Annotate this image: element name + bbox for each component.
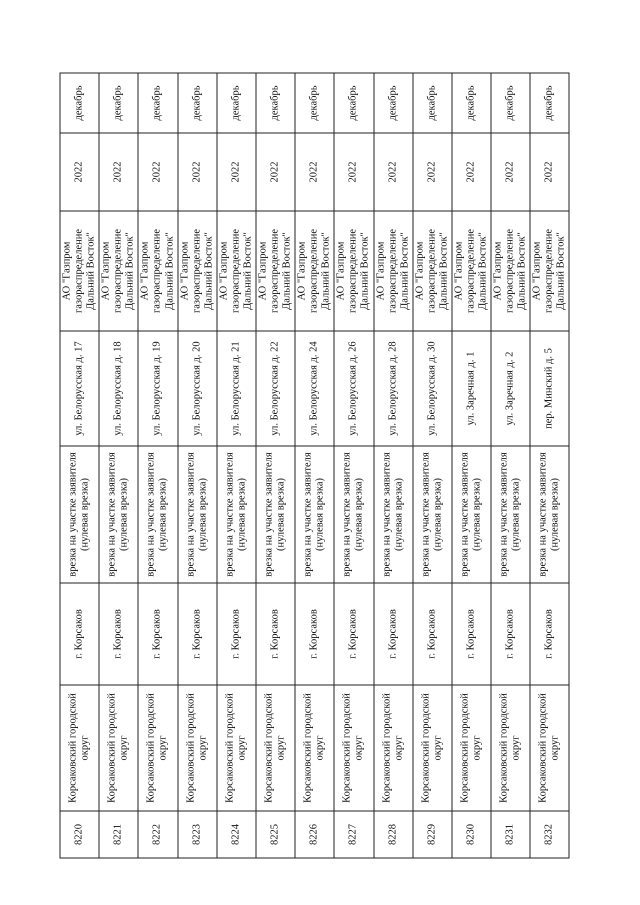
district-cell: Корсаковский городской округ	[412, 685, 451, 811]
month-cell: декабрь	[373, 73, 412, 133]
work-type-cell: врезка на участке заявителя (нулевая врезка)	[255, 446, 294, 583]
year-cell: 2022	[216, 133, 255, 211]
row-number: 8229	[412, 811, 451, 858]
city-cell: г. Корсаков	[412, 583, 451, 685]
table-row	[138, 73, 177, 858]
address-cell: ул. Заречная д. 2	[491, 331, 530, 446]
city-cell: г. Корсаков	[451, 583, 490, 685]
district-cell: Корсаковский городской округ	[491, 685, 530, 811]
month-cell: декабрь	[60, 73, 99, 133]
address-cell: ул. Белорусская д. 30	[412, 331, 451, 446]
organization-cell: АО "Газпром газораспределение Дальний Восток"	[412, 211, 451, 331]
city-cell: г. Корсаков	[334, 583, 373, 685]
city-cell: г. Корсаков	[373, 583, 412, 685]
year-cell: 2022	[491, 133, 530, 211]
row-number: 8230	[451, 811, 490, 858]
district-cell: Корсаковский городской округ	[451, 685, 490, 811]
city-cell: г. Корсаков	[99, 583, 138, 685]
city-cell: г. Корсаков	[255, 583, 294, 685]
work-type-cell: врезка на участке заявителя (нулевая врезка)	[295, 446, 334, 583]
district-cell: Корсаковский городской округ	[255, 685, 294, 811]
address-cell: ул. Белорусская д. 26	[334, 331, 373, 446]
district-cell: Корсаковский городской округ	[373, 685, 412, 811]
row-number: 8232	[530, 811, 569, 858]
row-number: 8224	[216, 811, 255, 858]
table-row	[412, 73, 451, 858]
table-row	[60, 73, 99, 858]
work-type-cell: врезка на участке заявителя (нулевая врезка)	[60, 446, 99, 583]
year-cell: 2022	[177, 133, 216, 211]
table-row	[295, 73, 334, 858]
work-type-cell: врезка на участке заявителя (нулевая врезка)	[216, 446, 255, 583]
address-cell: ул. Белорусская д. 18	[99, 331, 138, 446]
table-row	[451, 73, 490, 858]
address-cell: ул. Белорусская д. 21	[216, 331, 255, 446]
table-row	[99, 73, 138, 858]
organization-cell: АО "Газпром газораспределение Дальний Восток"	[60, 211, 99, 331]
table-row	[177, 73, 216, 858]
work-type-cell: врезка на участке заявителя (нулевая врезка)	[530, 446, 569, 583]
city-cell: г. Корсаков	[216, 583, 255, 685]
district-cell: Корсаковский городской округ	[295, 685, 334, 811]
city-cell: г. Корсаков	[138, 583, 177, 685]
work-type-cell: врезка на участке заявителя (нулевая врезка)	[451, 446, 490, 583]
table-row	[334, 73, 373, 858]
month-cell: декабрь	[530, 73, 569, 133]
year-cell: 2022	[295, 133, 334, 211]
work-type-cell: врезка на участке заявителя (нулевая врезка)	[491, 446, 530, 583]
month-cell: декабрь	[99, 73, 138, 133]
organization-cell: АО "Газпром газораспределение Дальний Восток"	[138, 211, 177, 331]
city-cell: г. Корсаков	[60, 583, 99, 685]
organization-cell: АО "Газпром газораспределение Дальний Восток"	[177, 211, 216, 331]
year-cell: 2022	[412, 133, 451, 211]
city-cell: г. Корсаков	[295, 583, 334, 685]
district-cell: Корсаковский городской округ	[216, 685, 255, 811]
row-number: 8222	[138, 811, 177, 858]
organization-cell: АО "Газпром газораспределение Дальний Восток"	[334, 211, 373, 331]
address-cell: ул. Заречная д. 1	[451, 331, 490, 446]
month-cell: декабрь	[216, 73, 255, 133]
district-cell: Корсаковский городской округ	[60, 685, 99, 811]
address-cell: пер. Минский д. 5	[530, 331, 569, 446]
address-cell: ул. Белорусская д. 28	[373, 331, 412, 446]
month-cell: декабрь	[177, 73, 216, 133]
district-cell: Корсаковский городской округ	[530, 685, 569, 811]
year-cell: 2022	[334, 133, 373, 211]
work-type-cell: врезка на участке заявителя (нулевая врезка)	[373, 446, 412, 583]
row-number: 8225	[255, 811, 294, 858]
work-type-cell: врезка на участке заявителя (нулевая врезка)	[334, 446, 373, 583]
year-cell: 2022	[373, 133, 412, 211]
month-cell: декабрь	[295, 73, 334, 133]
month-cell: декабрь	[451, 73, 490, 133]
organization-cell: АО "Газпром газораспределение Дальний Восток"	[373, 211, 412, 331]
organization-cell: АО "Газпром газораспределение Дальний Восток"	[216, 211, 255, 331]
work-type-cell: врезка на участке заявителя (нулевая врезка)	[99, 446, 138, 583]
year-cell: 2022	[530, 133, 569, 211]
address-cell: ул. Белорусская д. 19	[138, 331, 177, 446]
gas-connection-table	[59, 72, 569, 858]
table-row	[530, 73, 569, 858]
table-row	[373, 73, 412, 858]
row-number: 8223	[177, 811, 216, 858]
month-cell: декабрь	[138, 73, 177, 133]
month-cell: декабрь	[491, 73, 530, 133]
work-type-cell: врезка на участке заявителя (нулевая врезка)	[412, 446, 451, 583]
district-cell: Корсаковский городской округ	[334, 685, 373, 811]
city-cell: г. Корсаков	[530, 583, 569, 685]
table-row	[491, 73, 530, 858]
work-type-cell: врезка на участке заявителя (нулевая врезка)	[177, 446, 216, 583]
row-number: 8220	[60, 811, 99, 858]
organization-cell: АО "Газпром газораспределение Дальний Восток"	[99, 211, 138, 331]
organization-cell: АО "Газпром газораспределение Дальний Восток"	[530, 211, 569, 331]
year-cell: 2022	[99, 133, 138, 211]
organization-cell: АО "Газпром газораспределение Дальний Восток"	[491, 211, 530, 331]
row-number: 8226	[295, 811, 334, 858]
table-row	[255, 73, 294, 858]
row-number: 8221	[99, 811, 138, 858]
year-cell: 2022	[138, 133, 177, 211]
district-cell: Корсаковский городской округ	[99, 685, 138, 811]
row-number: 8231	[491, 811, 530, 858]
month-cell: декабрь	[255, 73, 294, 133]
table-row	[216, 73, 255, 858]
work-type-cell: врезка на участке заявителя (нулевая врезка)	[138, 446, 177, 583]
year-cell: 2022	[60, 133, 99, 211]
city-cell: г. Корсаков	[491, 583, 530, 685]
address-cell: ул. Белорусская д. 24	[295, 331, 334, 446]
year-cell: 2022	[451, 133, 490, 211]
month-cell: декабрь	[412, 73, 451, 133]
row-number: 8228	[373, 811, 412, 858]
address-cell: ул. Белорусская д. 22	[255, 331, 294, 446]
city-cell: г. Корсаков	[177, 583, 216, 685]
address-cell: ул. Белорусская д. 20	[177, 331, 216, 446]
row-number: 8227	[334, 811, 373, 858]
district-cell: Корсаковский городской округ	[177, 685, 216, 811]
organization-cell: АО "Газпром газораспределение Дальний Восток"	[295, 211, 334, 331]
month-cell: декабрь	[334, 73, 373, 133]
district-cell: Корсаковский городской округ	[138, 685, 177, 811]
address-cell: ул. Белорусская д. 17	[60, 331, 99, 446]
year-cell: 2022	[255, 133, 294, 211]
organization-cell: АО "Газпром газораспределение Дальний Восток"	[255, 211, 294, 331]
organization-cell: АО "Газпром газораспределение Дальний Восток"	[451, 211, 490, 331]
